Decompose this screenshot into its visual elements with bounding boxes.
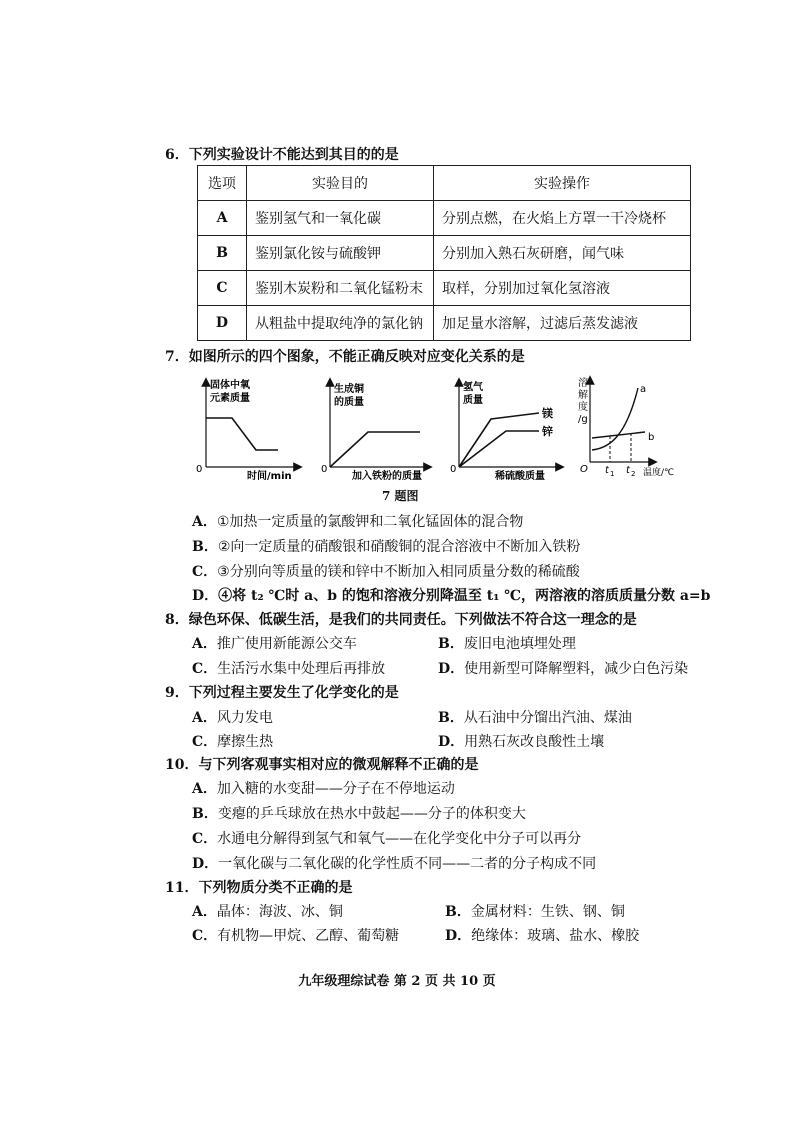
option-text: 金属材料：生铁、钢、铜 — [470, 904, 625, 920]
table-header: 实验操作 — [434, 166, 691, 201]
option-label: A． — [192, 710, 217, 726]
table-row — [198, 306, 691, 341]
q8-option-c — [192, 658, 385, 678]
option-text: 变瘪的乒乓球放在热水中鼓起——分子的体积变大 — [217, 806, 526, 822]
table-header-row — [198, 166, 691, 201]
option-text: 使用新型可降解塑料，减少白色污染 — [464, 661, 689, 677]
q10-option-a — [192, 778, 455, 798]
option-label: B． — [445, 904, 471, 920]
table-header: 选项 — [198, 166, 247, 201]
q7-option-b — [192, 536, 580, 556]
q6-stem: 6．下列实验设计不能达到其目的的是 — [165, 147, 399, 163]
graph4-ylabel: 溶 — [578, 378, 588, 389]
option-label: C． — [192, 734, 218, 750]
graph1-ylabel: 元素质量 — [210, 393, 250, 404]
q10-option-c — [192, 828, 581, 848]
table-cell: 加足量水溶解，过滤后蒸发滤液 — [434, 306, 691, 341]
option-label: C． — [192, 831, 218, 847]
curve-b-label: b — [648, 432, 655, 443]
graph4-ylabel: 解 — [578, 390, 588, 401]
q9-option-b — [438, 707, 632, 727]
option-label: B． — [192, 539, 218, 555]
q7-figure — [190, 372, 690, 502]
table-cell: B — [198, 236, 247, 271]
q7-option-c — [192, 561, 580, 581]
option-text: 绝缘体：玻璃、盐水、橡胶 — [471, 928, 640, 944]
option-text: 晶体：海波、冰、铜 — [216, 904, 343, 920]
page-footer: 九年级理综试卷 第 2 页 共 10 页 — [298, 974, 496, 989]
table-cell: 鉴别木炭粉和二氧化锰粉末 — [247, 271, 434, 306]
q10-option-d — [192, 853, 596, 873]
table-row — [198, 236, 691, 271]
option-text: 加入糖的水变甜——分子在不停地运动 — [216, 781, 455, 797]
table-row — [198, 201, 691, 236]
option-text: ②向一定质量的硝酸银和硝酸铜的混合溶液中不断加入铁粉 — [217, 539, 581, 555]
q8-option-b — [438, 633, 576, 653]
series-label: 镁 — [542, 407, 553, 420]
graph3-origin: 0 — [450, 464, 457, 475]
graph4-ylabel: /g — [578, 414, 588, 425]
option-label: D． — [438, 661, 465, 677]
option-text: ③分别向等质量的镁和锌中不断加入相同质量分数的稀硫酸 — [217, 564, 580, 580]
table-cell: 分别加入熟石灰研磨，闻气味 — [434, 236, 691, 271]
q9-stem: 9．下列过程主要发生了化学变化的是 — [165, 685, 399, 701]
graph1-xlabel: 时间/min — [247, 471, 292, 482]
option-label: C． — [192, 928, 218, 944]
table-cell: 分别点燃，在火焰上方罩一干冷烧杯 — [434, 201, 691, 236]
option-label: A． — [192, 514, 217, 530]
tick-t1: t — [605, 465, 609, 476]
q6-table — [197, 165, 691, 341]
table-cell: D — [198, 306, 247, 341]
table-row — [198, 271, 691, 306]
q11-option-d — [445, 925, 639, 945]
q7-option-a — [192, 511, 523, 531]
tick-t2-sub: 2 — [631, 470, 636, 478]
option-label: D． — [192, 588, 219, 604]
option-text: ④将 t₂ ℃时 a、b 的饱和溶液分别降温至 t₁ ℃，两溶液的溶质质量分数 a=b — [218, 588, 711, 604]
q9-option-d — [438, 731, 604, 751]
graph3-ylabel: 质量 — [463, 395, 483, 406]
curve-b — [592, 432, 645, 438]
option-label: B． — [438, 710, 464, 726]
option-text: 风力发电 — [216, 710, 273, 726]
curve-a-label: a — [640, 384, 647, 395]
graph3-xlabel: 稀硫酸质量 — [495, 471, 545, 482]
option-text: 生活污水集中处理后再排放 — [217, 661, 386, 677]
series-label: 锌 — [542, 425, 553, 438]
table-cell: 鉴别氢气和一氧化碳 — [247, 201, 434, 236]
option-label: D． — [445, 928, 472, 944]
q11-option-c — [192, 925, 399, 945]
option-text: 水通电分解得到氢气和氧气——在化学变化中分子可以再分 — [217, 831, 582, 847]
graph4-xlabel: 温度/℃ — [643, 468, 675, 478]
tick-t1-sub: 1 — [610, 470, 615, 478]
option-text: 废旧电池填埋处理 — [463, 636, 576, 652]
q11-option-b — [445, 901, 625, 921]
graph4-ylabel: 度 — [578, 402, 588, 413]
q7-option-d — [192, 585, 710, 605]
q8-option-d — [438, 658, 688, 678]
q7-caption: 7 题图 — [382, 489, 419, 503]
series-magnesium — [459, 413, 539, 467]
option-label: D． — [192, 856, 219, 872]
tick-t2: t — [626, 465, 630, 476]
q10-stem: 10．与下列客观事实相对应的微观解释不正确的是 — [165, 757, 479, 773]
option-text: 从石油中分馏出汽油、煤油 — [463, 710, 632, 726]
option-label: B． — [438, 636, 464, 652]
option-text: 一氧化碳与二氧化碳的化学性质不同——二者的分子构成不同 — [218, 856, 597, 872]
graph3-ylabel: 氢气 — [463, 382, 483, 393]
q8-stem: 8．绿色环保、低碳生活，是我们的共同责任。下列做法不符合这一理念的是 — [165, 612, 637, 628]
option-text: ①加热一定质量的氯酸钾和二氧化锰固体的混合物 — [216, 514, 524, 530]
q10-option-b — [192, 803, 526, 823]
table-cell: 从粗盐中提取纯净的氯化钠 — [247, 306, 434, 341]
q9-option-c — [192, 731, 273, 751]
option-label: A． — [192, 904, 217, 920]
option-text: 用熟石灰改良酸性土壤 — [464, 734, 605, 750]
option-label: C． — [192, 661, 218, 677]
q11-stem: 11．下列物质分类不正确的是 — [165, 880, 353, 896]
table-cell: A — [198, 201, 247, 236]
option-text: 摩擦生热 — [217, 734, 274, 750]
graph-1 — [196, 378, 298, 482]
q11-option-a — [192, 901, 343, 921]
q7-stem: 7．如图所示的四个图象，不能正确反映对应变化关系的是 — [165, 349, 525, 365]
graph2-origin: 0 — [321, 464, 328, 475]
table-cell: 鉴别氯化铵与硫酸钾 — [247, 236, 434, 271]
graph-3 — [450, 380, 560, 482]
option-label: A． — [192, 781, 217, 797]
graph2-ylabel: 生成铜 — [334, 384, 364, 395]
table-cell: C — [198, 271, 247, 306]
graph2-xlabel: 加入铁粉的质量 — [352, 471, 422, 482]
graph-2 — [321, 382, 428, 482]
graph2-ylabel: 的质量 — [334, 397, 364, 408]
option-text: 推广使用新能源公交车 — [216, 636, 357, 652]
q9-option-a — [192, 707, 273, 727]
graph-4 — [578, 376, 674, 478]
table-cell: 取样，分别加过氧化氢溶液 — [434, 271, 691, 306]
table-header: 实验目的 — [247, 166, 434, 201]
option-label: B． — [192, 806, 218, 822]
graph1-ylabel: 固体中氧 — [210, 380, 250, 391]
q8-option-a — [192, 633, 357, 653]
option-label: A． — [192, 636, 217, 652]
option-label: C． — [192, 564, 218, 580]
option-text: 有机物—甲烷、乙醇、葡萄糖 — [217, 928, 400, 944]
graph4-origin: O — [580, 464, 588, 475]
option-label: D． — [438, 734, 465, 750]
graph1-origin: 0 — [196, 464, 203, 475]
